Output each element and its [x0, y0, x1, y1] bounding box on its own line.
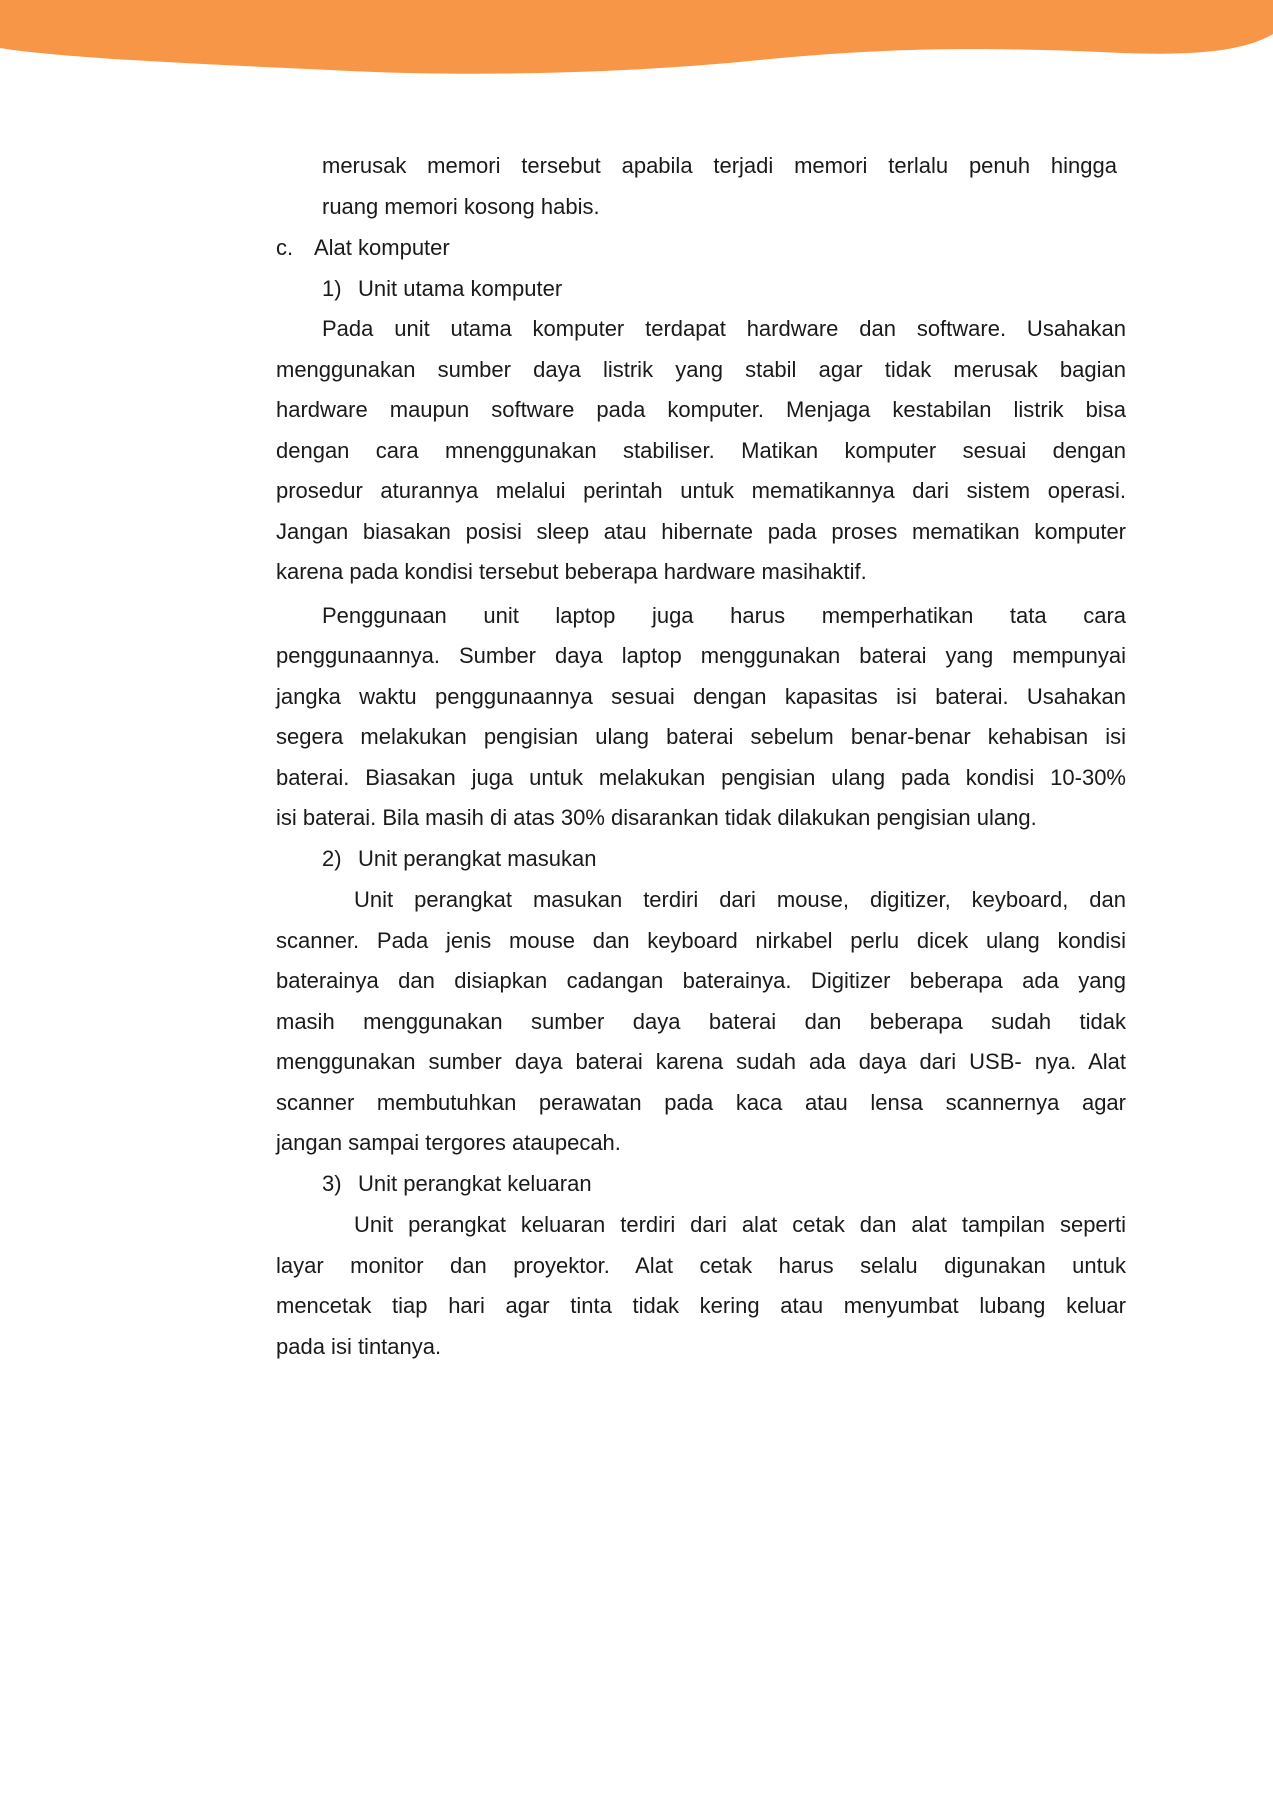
text-line: layar monitor dan proyektor. Alat cetak harus selalu digunakan untuk [276, 1253, 1126, 1278]
text-line: masih menggunakan sumber daya baterai dan beberapa sudah tidak [276, 1009, 1126, 1034]
list-item-number: 3) [322, 1171, 342, 1196]
text-line: baterainya dan disiapkan cadangan baterainya. Digitizer beberapa ada yang [276, 968, 1126, 993]
section-title: Alat komputer [314, 235, 450, 260]
text-line: segera melakukan pengisian ulang baterai sebelum benar-benar kehabisan isi [276, 724, 1126, 749]
section-marker: c. [276, 235, 294, 260]
list-item-number: 2) [322, 846, 342, 871]
text-line: jangan sampai tergores ataupecah. [276, 1130, 621, 1155]
text-line: pada isi tintanya. [276, 1334, 442, 1359]
text-line: Unit perangkat masukan terdiri dari mouse, digitizer, keyboard, dan [354, 887, 1126, 912]
text-line: scanner. Pada jenis mouse dan keyboard nirkabel perlu dicek ulang kondisi [276, 928, 1126, 953]
text-line: scanner membutuhkan perawatan pada kaca atau lensa scannernya agar [276, 1090, 1126, 1115]
text-line: penggunaannya. Sumber daya laptop menggunakan baterai yang mempunyai [276, 643, 1126, 668]
text-line: menggunakan sumber daya baterai karena sudah ada daya dari USB- nya. Alat [276, 1049, 1126, 1074]
text-line: ruang memori kosong habis. [322, 194, 600, 219]
list-item-number: 1) [322, 276, 342, 301]
text-line: menggunakan sumber daya listrik yang stabil agar tidak merusak bagian [276, 357, 1126, 382]
text-line: mencetak tiap hari agar tinta tidak kering atau menyumbat lubang keluar [276, 1293, 1126, 1318]
text-line: Unit perangkat keluaran terdiri dari alat cetak dan alat tampilan seperti [354, 1212, 1126, 1237]
text-line: hardware maupun software pada komputer. Menjaga kestabilan listrik bisa [276, 397, 1126, 422]
text-line: dengan cara mnenggunakan stabiliser. Matikan komputer sesuai dengan [276, 438, 1126, 463]
list-item-title: Unit utama komputer [358, 276, 563, 301]
text-line: karena pada kondisi tersebut beberapa hardware masihaktif. [276, 559, 867, 584]
text-line: baterai. Biasakan juga untuk melakukan pengisian ulang pada kondisi 10-30% [276, 765, 1126, 790]
list-item-title: Unit perangkat keluaran [358, 1171, 592, 1196]
text-line: Pada unit utama komputer terdapat hardware dan software. Usahakan [322, 316, 1126, 341]
text-line: jangka waktu penggunaannya sesuai dengan kapasitas isi baterai. Usahakan [276, 684, 1126, 709]
text-line: merusak memori tersebut apabila terjadi memori terlalu penuh hingga [322, 153, 1117, 178]
text-line: isi baterai. Bila masih di atas 30% disarankan tidak dilakukan pengisian ulang. [276, 805, 1037, 830]
list-item-title: Unit perangkat masukan [358, 846, 597, 871]
text-line: Penggunaan unit laptop juga harus memperhatikan tata cara [322, 603, 1126, 628]
text-line: prosedur aturannya melalui perintah untuk mematikannya dari sistem operasi. [276, 478, 1126, 503]
text-line: Jangan biasakan posisi sleep atau hibernate pada proses mematikan komputer [276, 519, 1126, 544]
